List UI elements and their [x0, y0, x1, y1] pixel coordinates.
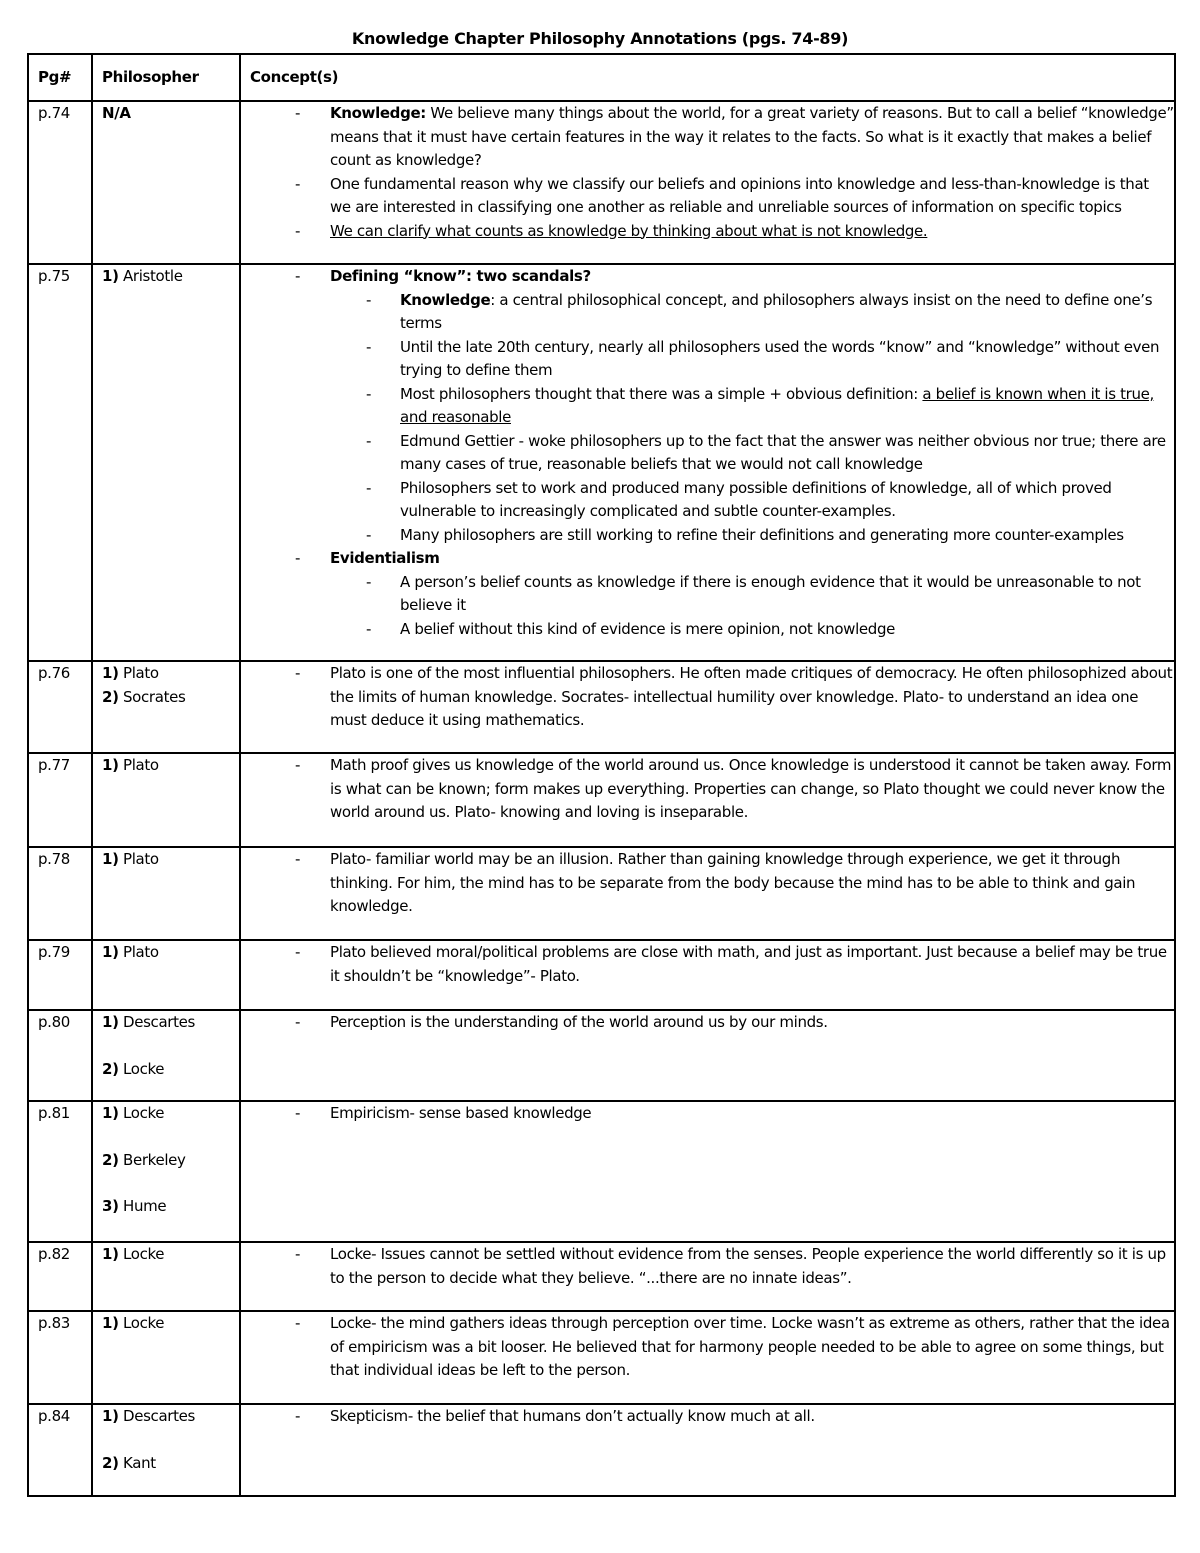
document-title: Knowledge Chapter Philosophy Annotations (pgs. 74-89) — [351, 29, 849, 48]
concept-text: Locke- the mind gathers ideas through perception over time. Locke wasn’t as extreme as others, rather that the idea of empiricism was a bit looser. He believed that for harmony people needed to be able to agree on some things, but that individual ideas be left to the person. — [330, 1314, 1170, 1379]
concept-text: Philosophers set to work and produced many possible definitions of knowledge, all of which proved vulnerable to increasingly complicated and subtle counter-examples. — [400, 478, 1112, 520]
philosopher-cell — [92, 753, 240, 847]
concept-definition: a belief is known when it is true, and reasonable — [400, 384, 1154, 426]
concept-bullet — [250, 1405, 1174, 1429]
concept-text: Locke- Issues cannot be settled without evidence from the senses. People experience the world differently so it is up to the person to decide what they believe. “...there are no innate ideas”. — [330, 1245, 1166, 1287]
concept-text: Plato is one of the most influential philosophers. He often made critiques of democracy. He often philosophized about the limits of human knowledge. Socrates- intellectual humility over knowledge. Plato- to understand an idea one must deduce it using mathematics. — [330, 664, 1173, 729]
philosopher-entry — [102, 1312, 239, 1336]
philosopher-cell — [92, 264, 240, 661]
table-row — [28, 1010, 1175, 1101]
philosopher-entry — [102, 1149, 239, 1173]
concept-heading: Defining “know”: two scandals? — [330, 267, 591, 285]
concept-text: Many philosophers are still working to refine their definitions and generating more counter-examples — [400, 525, 1124, 544]
concepts-cell — [240, 1311, 1175, 1404]
philosopher-cell — [92, 101, 240, 264]
philosopher-name: Plato — [118, 943, 159, 961]
philosopher-cell — [92, 1010, 240, 1101]
concept-text: We can clarify what counts as knowledge by thinking about what is not knowledge. — [330, 221, 928, 240]
philosopher-entry — [102, 941, 239, 965]
concept-text: Until the late 20th century, nearly all philosophers used the words “know” and “knowledge” without even trying to define them — [400, 337, 1160, 379]
philosopher-number: 1) — [102, 1407, 119, 1425]
philosopher-cell — [92, 1404, 240, 1496]
concept-sub-bullet — [330, 430, 1174, 477]
concept-label: Knowledge: — [330, 104, 426, 122]
concept-bullet — [250, 102, 1174, 173]
header-row — [28, 54, 1175, 101]
philosopher-name: Aristotle — [118, 267, 183, 285]
philosopher-entry — [102, 662, 239, 686]
concept-text: A belief without this kind of evidence is mere opinion, not knowledge — [400, 619, 896, 638]
philosopher-number: 1) — [102, 267, 119, 285]
concepts-cell — [240, 847, 1175, 940]
page-cell: p.81 — [28, 1101, 92, 1242]
philosopher-number: 1) — [102, 1245, 119, 1263]
philosopher-number: 2) — [102, 1059, 119, 1078]
philosopher-entry — [102, 1452, 239, 1476]
concepts-cell — [240, 264, 1175, 661]
philosopher-cell — [92, 1242, 240, 1311]
concept-text: Edmund Gettier - woke philosophers up to the fact that the answer was neither obvious nor true; there are many cases of true, reasonable beliefs that we would not call knowledge — [400, 431, 1166, 473]
header-philosopher: Philosopher — [92, 54, 240, 101]
concept-sub-bullet — [330, 289, 1174, 336]
philosopher-entry — [102, 1243, 239, 1267]
concept-heading: Evidentialism — [330, 549, 440, 567]
philosopher-number: 1) — [102, 943, 119, 961]
philosopher-entry — [102, 1195, 239, 1219]
table-row — [28, 847, 1175, 940]
philosopher-entry — [102, 686, 239, 710]
philosopher-entry — [102, 1405, 239, 1429]
philosopher-name: Locke — [118, 1314, 165, 1332]
page-cell: p.75 — [28, 264, 92, 661]
philosopher-cell — [92, 661, 240, 753]
header-concepts: Concept(s) — [240, 54, 1175, 101]
philosopher-cell — [92, 940, 240, 1010]
concept-bullet — [250, 941, 1174, 988]
concept-bullet — [250, 1312, 1174, 1383]
philosopher-cell — [92, 847, 240, 940]
philosopher-name: Berkeley — [118, 1150, 186, 1169]
concept-sub-bullet — [330, 477, 1174, 524]
philosopher-name: Plato — [118, 850, 159, 868]
philosopher-number: 1) — [102, 664, 119, 682]
concepts-cell — [240, 1101, 1175, 1242]
philosopher-number: 3) — [102, 1197, 119, 1215]
concept-bullet — [250, 1243, 1174, 1290]
concept-label: Knowledge — [400, 290, 491, 309]
philosopher-number: 2) — [102, 687, 119, 706]
philosopher-number: 1) — [102, 756, 119, 774]
table-row — [28, 264, 1175, 661]
philosopher-name: Socrates — [118, 687, 186, 706]
concept-bullet — [250, 754, 1174, 825]
table-row — [28, 753, 1175, 847]
concept-sub-bullet — [330, 618, 1174, 642]
concept-text: Skepticism- the belief that humans don’t actually know much at all. — [330, 1407, 815, 1425]
concepts-cell — [240, 101, 1175, 264]
concept-sub-bullet — [330, 383, 1174, 430]
philosopher-entry — [102, 1011, 239, 1035]
philosopher-entry — [102, 1102, 239, 1126]
concept-bullet — [250, 173, 1174, 220]
concepts-cell — [240, 753, 1175, 847]
philosopher-name: Locke — [118, 1059, 165, 1078]
concept-bullet — [250, 1011, 1174, 1035]
philosopher-number: 1) — [102, 1013, 119, 1031]
concept-text: Math proof gives us knowledge of the world around us. Once knowledge is understood it cannot be taken away. Form is what can be known; form makes up everything. Properties can change, so Plato thought we could never know the world around us. Plato- knowing and loving is inseparable. — [330, 756, 1172, 821]
header-page: Pg# — [28, 54, 92, 101]
concept-sub-bullet — [330, 571, 1174, 618]
concept-sub-bullet — [330, 336, 1174, 383]
concepts-cell — [240, 661, 1175, 753]
page-cell: p.80 — [28, 1010, 92, 1101]
philosopher-name: Plato — [118, 756, 159, 774]
concept-bullet — [250, 265, 1174, 547]
concept-bullet — [250, 662, 1174, 733]
table-row — [28, 1404, 1175, 1496]
philosopher-entry — [102, 754, 239, 778]
philosopher-cell — [92, 1311, 240, 1404]
table-row — [28, 101, 1175, 264]
concepts-cell — [240, 1404, 1175, 1496]
concept-text: Empiricism- sense based knowledge — [330, 1104, 592, 1122]
philosopher-number: 1) — [102, 850, 119, 868]
philosopher-number: 1) — [102, 1314, 119, 1332]
page-cell: p.79 — [28, 940, 92, 1010]
philosopher-name: Descartes — [118, 1407, 195, 1425]
philosopher-name: Descartes — [118, 1013, 195, 1031]
concepts-cell — [240, 1010, 1175, 1101]
concept-bullet — [250, 547, 1174, 641]
philosopher-entry — [102, 265, 239, 289]
table-row — [28, 1101, 1175, 1242]
concept-text: Plato- familiar world may be an illusion. Rather than gaining knowledge through experience, we get it through thinking. For him, the mind has to be separate from the body because the mind has to be able to think and gain knowledge. — [330, 850, 1136, 915]
page-cell: p.74 — [28, 101, 92, 264]
page-cell: p.83 — [28, 1311, 92, 1404]
concept-text: Perception is the understanding of the world around us by our minds. — [330, 1013, 828, 1031]
annotations-table — [27, 53, 1176, 1497]
page-cell: p.76 — [28, 661, 92, 753]
philosopher-number: 2) — [102, 1453, 119, 1472]
concept-text: One fundamental reason why we classify our beliefs and opinions into knowledge and less-than-knowledge is that we are interested in classifying one another as reliable and unreliable sources of information on specific topics — [330, 174, 1149, 216]
philosopher-name: N/A — [102, 104, 131, 122]
concept-bullet — [250, 220, 1174, 244]
concepts-cell — [240, 1242, 1175, 1311]
concept-bullet — [250, 1102, 1174, 1126]
table-row — [28, 661, 1175, 753]
page-cell: p.77 — [28, 753, 92, 847]
table-row — [28, 1242, 1175, 1311]
philosopher-number: 1) — [102, 1104, 119, 1122]
concept-text: A person’s belief counts as knowledge if there is enough evidence that it would be unreasonable to not believe it — [400, 572, 1141, 614]
concept-text: : a central philosophical concept, and philosophers always insist on the need to define one’s terms — [400, 290, 1153, 332]
philosopher-name: Kant — [118, 1453, 156, 1472]
concept-text: Most philosophers thought that there was a simple + obvious definition: — [400, 384, 923, 403]
table-row — [28, 940, 1175, 1010]
philosopher-number: 2) — [102, 1150, 119, 1169]
table-row — [28, 1311, 1175, 1404]
philosopher-name: Locke — [118, 1245, 165, 1263]
concept-sub-bullet — [330, 524, 1174, 548]
philosopher-name: Plato — [118, 664, 159, 682]
concept-text: Plato believed moral/political problems are close with math, and just as important. Just because a belief may be true it shouldn’t be “knowledge”- Plato. — [330, 943, 1167, 985]
page-cell: p.78 — [28, 847, 92, 940]
philosopher-cell — [92, 1101, 240, 1242]
philosopher-entry — [102, 1058, 239, 1082]
philosopher-name: Hume — [118, 1197, 167, 1215]
philosopher-entry — [102, 848, 239, 872]
concepts-cell — [240, 940, 1175, 1010]
page-cell: p.82 — [28, 1242, 92, 1311]
philosopher-name: Locke — [118, 1104, 165, 1122]
concept-bullet — [250, 848, 1174, 919]
concept-text: We believe many things about the world, for a great variety of reasons. But to call a belief “knowledge” means that it must have certain features in the way it relates to the facts. So what is it exactly that makes a belief count as knowledge? — [330, 104, 1174, 169]
page-cell: p.84 — [28, 1404, 92, 1496]
